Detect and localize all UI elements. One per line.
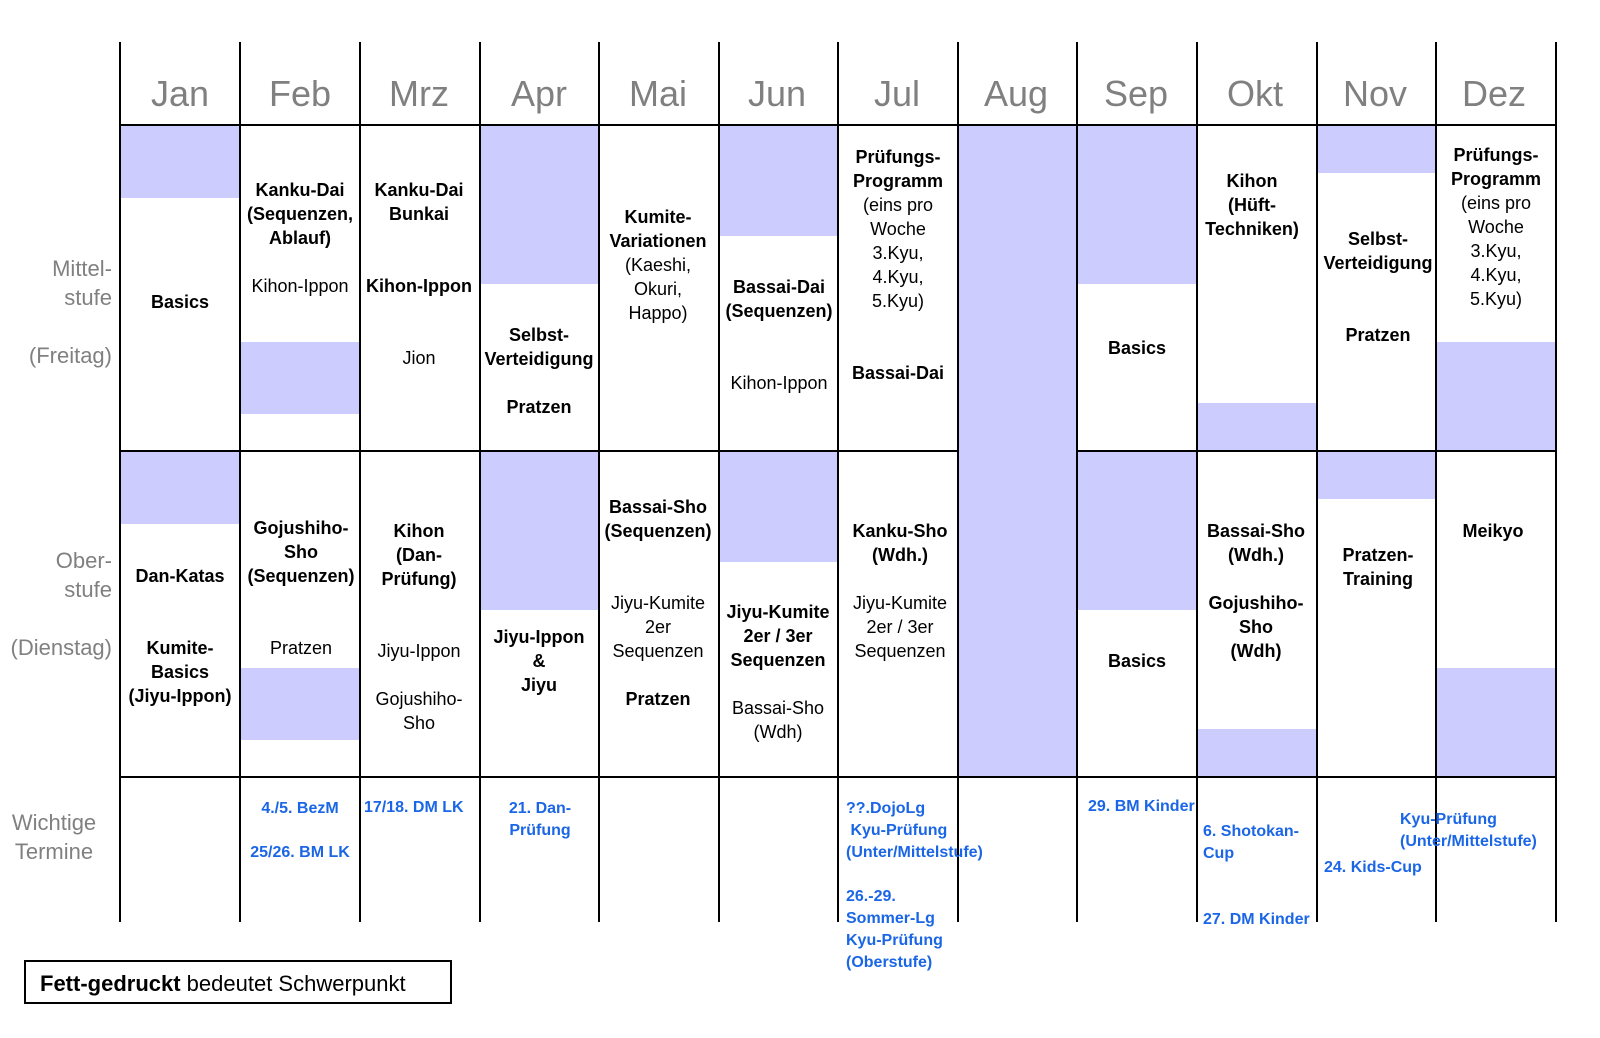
cell-line: Techniken): [1205, 219, 1299, 239]
cell-line: [838, 337, 958, 361]
event-jul: [846, 798, 983, 974]
event-nov: [1324, 857, 1422, 879]
cell-line: [359, 591, 479, 615]
cell-line: (Kaeshi,: [624, 255, 692, 275]
cell-line: 2er / 3er: [866, 617, 934, 637]
cell-line: (eins pro: [1460, 193, 1532, 213]
cell-line: Sequenzen: [854, 641, 946, 661]
row-label-line: Mittel-: [52, 256, 112, 281]
cell-mittelstufe-sep: [1077, 336, 1197, 360]
cell-line: [359, 663, 479, 687]
month-header: Feb: [268, 73, 332, 114]
cell-line: Kanku-Dai: [374, 180, 464, 200]
shaded-cell: [1437, 342, 1555, 450]
month-header: Nov: [1342, 73, 1408, 114]
cell-line: [838, 313, 958, 337]
cell-line: [359, 322, 479, 346]
cell-line: (Wdh): [1230, 641, 1282, 661]
cell-line: (Sequenzen): [247, 566, 355, 586]
shaded-cell: [1318, 126, 1435, 173]
cell-oberstufe-jun: [718, 600, 838, 744]
cell-oberstufe-sep: [1077, 649, 1197, 673]
shaded-cell: [959, 126, 1076, 776]
shaded-cell: [1078, 126, 1196, 284]
event-dez: [1400, 809, 1537, 853]
cell-line: 3.Kyu,: [1470, 241, 1522, 261]
grid-line: [239, 42, 241, 922]
cell-line: Sequenzen: [730, 650, 826, 670]
cell-line: Prüfungs-: [855, 147, 941, 167]
cell-oberstufe-okt: [1196, 519, 1316, 663]
month-header: Sep: [1103, 73, 1169, 114]
cell-line: Bassai-Sho: [1206, 521, 1306, 541]
cell-line: Gojushiho-: [1208, 593, 1304, 613]
cell-mittelstufe-nov: [1318, 227, 1438, 347]
cell-oberstufe-apr: [479, 625, 599, 697]
event-line: [244, 820, 356, 842]
event-line: Kyu-Prüfung: [846, 822, 948, 839]
cell-line: [1318, 275, 1438, 299]
cell-line: Bassai-Sho: [608, 497, 708, 517]
cell-line: Kihon: [393, 521, 445, 541]
cell-line: [120, 588, 240, 612]
cell-line: Jiyu-Kumite: [726, 602, 830, 622]
month-header: Mai: [628, 73, 687, 114]
cell-line: [719, 323, 839, 347]
month-header: Jan: [150, 73, 210, 114]
cell-line: [120, 612, 240, 636]
cell-oberstufe-nov: [1318, 543, 1438, 591]
cell-line: 5.Kyu): [1469, 289, 1523, 309]
month-header: Apr: [510, 73, 568, 114]
grid-line: [359, 42, 361, 922]
legend-bold-text: Fett-gedruckt: [40, 971, 181, 996]
event-line: Cup: [1203, 845, 1235, 862]
event-line: Prüfung: [509, 822, 571, 839]
cell-oberstufe-mrz: [359, 519, 479, 735]
cell-mittelstufe-dez: [1436, 143, 1556, 311]
month-header: Okt: [1226, 73, 1283, 114]
month-header: Jun: [747, 73, 807, 114]
legend-text: bedeutet Schwerpunkt: [180, 971, 406, 996]
row-label-line: Ober-: [55, 548, 112, 573]
cell-line: Selbst-: [508, 325, 569, 345]
cell-line: Dan-Katas: [135, 566, 225, 586]
cell-line: Selbst-: [1347, 229, 1408, 249]
row-label-line: Wichtige: [11, 810, 97, 835]
cell-line: Basics: [150, 662, 210, 682]
cell-line: Sho: [402, 713, 436, 733]
cell-line: Ablauf): [269, 228, 331, 248]
cell-line: Kumite-: [624, 207, 692, 227]
event-line: [1203, 865, 1310, 887]
cell-line: [359, 298, 479, 322]
cell-line: Woche: [870, 219, 926, 239]
month-header: Dez: [1461, 73, 1527, 114]
cell-line: (Dan-: [396, 545, 442, 565]
grid-line: [598, 42, 600, 922]
cell-line: Pratzen: [269, 638, 333, 658]
cell-line: (Wdh.): [1228, 545, 1284, 565]
cell-line: (Sequenzen): [725, 301, 833, 321]
cell-line: [598, 543, 718, 567]
event-line: 29. BM Kinder: [1088, 798, 1195, 815]
event-okt: [1203, 821, 1310, 931]
cell-line: Jiyu-Ippon: [493, 627, 585, 647]
event-mrz: [364, 797, 464, 819]
event-line: [846, 864, 983, 886]
row-label-termine: [0, 808, 108, 866]
cell-line: Bassai-Sho: [731, 698, 825, 718]
shaded-cell: [1437, 668, 1555, 776]
cell-mittelstufe-mai: [598, 205, 718, 325]
cell-line: Kanku-Dai: [255, 180, 345, 200]
row-label-line: stufe: [64, 285, 112, 310]
event-line: 17/18. DM LK: [364, 799, 464, 816]
cell-line: [479, 371, 599, 395]
shaded-cell: [720, 126, 837, 236]
cell-line: Pratzen: [1345, 325, 1411, 345]
cell-line: Jion: [402, 348, 436, 368]
event-line: (Unter/Mittelstufe): [1400, 833, 1537, 850]
cell-line: Training: [1342, 569, 1413, 589]
cell-line: [1196, 567, 1316, 591]
cell-line: [598, 663, 718, 687]
month-header: Jul: [873, 73, 921, 114]
cell-line: Jiyu-Ippon: [377, 641, 461, 661]
cell-oberstufe-jul: [840, 519, 960, 663]
cell-line: 4.Kyu,: [872, 267, 924, 287]
month-header: Mrz: [389, 73, 449, 114]
cell-line: [598, 567, 718, 591]
cell-line: (eins pro: [862, 195, 934, 215]
shaded-cell: [720, 452, 837, 562]
cell-line: [359, 250, 479, 274]
cell-line: (Sequenzen): [604, 521, 712, 541]
row-label-line: stufe: [64, 577, 112, 602]
month-header: Aug: [983, 73, 1049, 114]
shaded-cell: [241, 342, 359, 414]
row-label-line: (Dienstag): [10, 635, 112, 660]
cell-line: (Wdh): [753, 722, 803, 742]
shaded-cell: [1318, 452, 1435, 499]
cell-line: Jiyu-Kumite: [852, 593, 948, 613]
cell-line: Happo): [628, 303, 688, 323]
cell-line: Bassai-Dai: [851, 363, 945, 383]
cell-line: Programm: [1450, 169, 1542, 189]
cell-line: Pratzen: [506, 397, 572, 417]
cell-line: Sequenzen: [612, 641, 704, 661]
cell-line: Kihon-Ippon: [366, 276, 472, 296]
cell-line: [719, 347, 839, 371]
cell-line: 2er / 3er: [743, 626, 813, 646]
cell-line: 3.Kyu,: [872, 243, 924, 263]
cell-line: Sho: [1239, 617, 1273, 637]
cell-line: [359, 615, 479, 639]
cell-line: (Jiyu-Ippon): [128, 686, 232, 706]
cell-line: 5.Kyu): [871, 291, 925, 311]
event-line: 24. Kids-Cup: [1324, 859, 1422, 876]
cell-line: (Sequenzen,: [246, 204, 353, 224]
cell-line: Bunkai: [388, 204, 449, 224]
cell-oberstufe-mai: [598, 495, 718, 711]
cell-line: (Wdh.): [872, 545, 928, 565]
cell-line: Basics: [1107, 651, 1167, 671]
cell-line: Kanku-Sho: [852, 521, 948, 541]
row-label-line: (Freitag): [28, 343, 112, 368]
event-line: [1203, 887, 1310, 909]
event-line: Kyu-Prüfung: [1400, 811, 1497, 828]
shaded-cell: [481, 452, 598, 610]
shaded-cell: [481, 126, 598, 284]
row-label-line: Termine: [14, 839, 94, 864]
cell-line: Kihon: [1226, 171, 1278, 191]
cell-line: Meikyo: [1462, 521, 1524, 541]
shaded-cell: [121, 452, 239, 524]
row-label-oberstufe: [0, 546, 112, 662]
row-label-line: [0, 604, 112, 633]
cell-line: (Hüft-: [1228, 195, 1276, 215]
cell-line: Kumite-: [146, 638, 214, 658]
cell-line: Jiyu-Kumite: [610, 593, 706, 613]
cell-line: Sho: [284, 542, 318, 562]
cell-line: Kihon-Ippon: [251, 276, 349, 296]
cell-mittelstufe-jun: [719, 275, 839, 395]
event-apr: [482, 798, 598, 842]
cell-line: [359, 226, 479, 250]
event-line: (Oberstufe): [846, 954, 933, 971]
cell-line: [241, 588, 361, 612]
cell-line: Jiyu: [520, 675, 558, 695]
cell-line: Programm: [852, 171, 944, 191]
shaded-cell: [1198, 403, 1316, 450]
event-line: 26.-29.: [846, 888, 896, 905]
shaded-cell: [1078, 452, 1196, 610]
event-line: 25/26. BM LK: [250, 844, 350, 861]
cell-line: Verteidigung: [1323, 253, 1433, 273]
cell-line: Basics: [150, 292, 210, 312]
cell-line: Okuri,: [633, 279, 682, 299]
event-line: ??.DojoLg: [846, 800, 926, 817]
cell-line: Prüfung): [381, 569, 457, 589]
event-line: Kyu-Prüfung: [846, 932, 943, 949]
cell-oberstufe-jan: [120, 564, 240, 708]
cell-mittelstufe-mrz: [359, 178, 479, 370]
cell-line: Woche: [1468, 217, 1524, 237]
cell-line: Pratzen-: [1342, 545, 1414, 565]
cell-oberstufe-dez: [1433, 519, 1553, 543]
shaded-cell: [241, 668, 359, 740]
shaded-cell: [1198, 729, 1316, 776]
cell-mittelstufe-jul: [838, 145, 958, 385]
event-line: 6. Shotokan-: [1203, 823, 1300, 840]
event-line: 21. Dan-: [508, 800, 572, 817]
legend-box: [24, 960, 452, 1004]
grid-line: [119, 776, 1557, 778]
cell-line: [718, 672, 838, 696]
event-line: 27. DM Kinder: [1203, 911, 1310, 928]
cell-line: 2er: [644, 617, 671, 637]
cell-line: Variationen: [609, 231, 707, 251]
cell-mittelstufe-apr: [479, 323, 599, 419]
event-sep: [1088, 796, 1195, 818]
cell-line: Pratzen: [625, 689, 691, 709]
cell-line: Kihon-Ippon: [730, 373, 828, 393]
cell-line: 4.Kyu,: [1470, 265, 1522, 285]
cell-line: [1318, 299, 1438, 323]
cell-mittelstufe-okt: [1192, 169, 1312, 241]
cell-line: Bassai-Dai: [732, 277, 826, 297]
cell-line: Verteidigung: [484, 349, 594, 369]
event-line: 4./5. BezM: [261, 800, 339, 817]
event-line: Sommer-Lg: [846, 910, 935, 927]
cell-mittelstufe-feb: [240, 178, 360, 298]
row-label-line: [0, 312, 112, 341]
event-feb: [244, 798, 356, 864]
cell-line: [241, 612, 361, 636]
event-line: (Unter/Mittelstufe): [846, 844, 983, 861]
row-label-mittelstufe: [0, 254, 112, 370]
shaded-cell: [121, 126, 239, 198]
cell-line: Gojushiho-: [253, 518, 349, 538]
cell-mittelstufe-jan: [120, 290, 240, 314]
cell-line: Gojushiho-: [375, 689, 463, 709]
cell-oberstufe-feb: [241, 516, 361, 660]
cell-line: Prüfungs-: [1453, 145, 1539, 165]
cell-line: [840, 567, 960, 591]
cell-line: &: [532, 651, 546, 671]
cell-line: Basics: [1107, 338, 1167, 358]
cell-line: [240, 250, 360, 274]
